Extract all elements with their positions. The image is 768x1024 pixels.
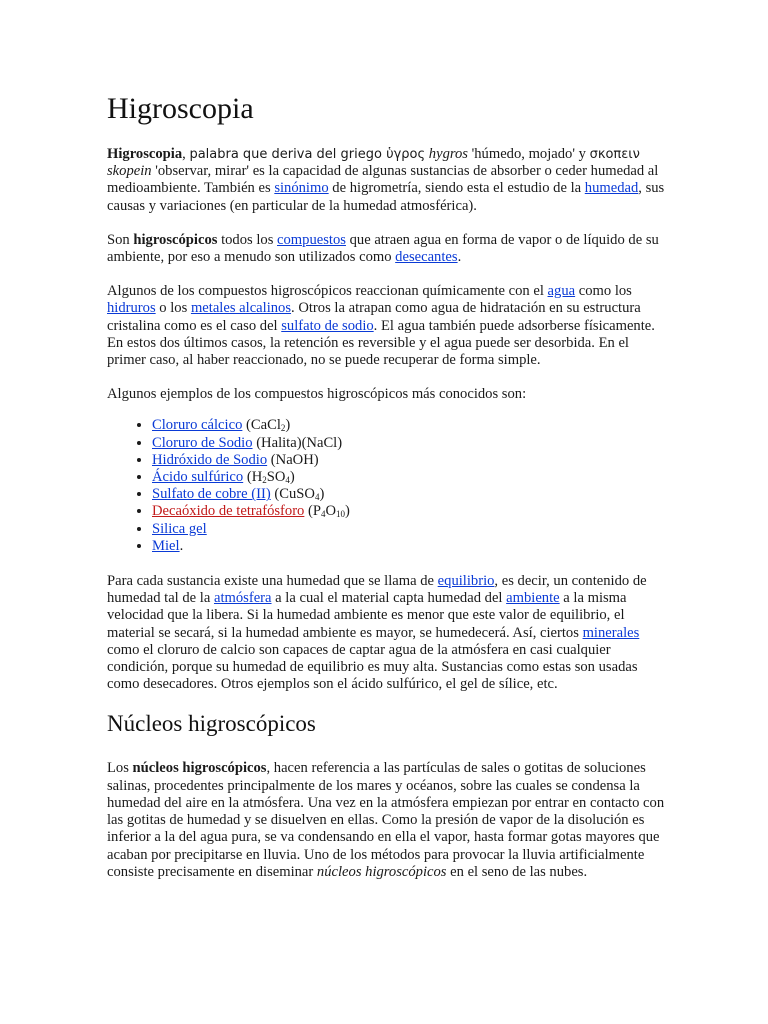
link-miel[interactable]: Miel xyxy=(152,537,180,554)
link-desecantes[interactable]: desecantes xyxy=(395,249,458,266)
list-item: • Cloruro cálcico (CaCl$_2$) xyxy=(152,417,668,434)
paragraph-equilibrio: Para cada sustancia existe una humedad que se llama de equilibrio, es decir, un contenido de humedad tal de la atmósfera a la cual el material capta humedad del ambiente a la misma velocidad que la libera. Si la humedad ambiente es menor que este valor de equilibrio, el material se secará, si la humedad ambiente es mayor, se humedecerá. Así, ciertos minerales como el cloruro de calcio son capaces de captar agua de la atmósfera en casi cualquier condición, porque su humedad de equilibrio es muy alta. Sustancias como estas son usadas como desecadores. Otros ejemplos son el ácido sulfúrico, el gel de sílice, etc. xyxy=(107,573,647,693)
page-title: Higroscopia xyxy=(107,92,254,125)
nucleos-italic: núcleos higroscópicos xyxy=(316,863,447,880)
link-agua[interactable]: agua xyxy=(547,283,576,300)
skopein-italic: skopein xyxy=(107,163,152,180)
link-equilibrio[interactable]: equilibrio xyxy=(437,573,495,590)
term-bold: Higroscopia xyxy=(107,146,183,162)
list-item xyxy=(152,521,668,538)
link-silica-gel[interactable]: Silica gel xyxy=(152,520,207,537)
link-cloruro-calcico[interactable]: Cloruro cálcico xyxy=(152,417,243,434)
link-sulfato-de-cobre[interactable]: Sulfato de cobre (II) xyxy=(152,486,271,503)
link-cloruro-de-sodio[interactable]: Cloruro de Sodio xyxy=(152,434,253,451)
higroscopicos-bold: higroscópicos xyxy=(133,231,218,248)
link-metales-alcalinos[interactable]: metales alcalinos xyxy=(190,300,292,317)
link-compuestos[interactable]: compuestos xyxy=(277,231,346,248)
list-item: • Sulfato de cobre (II) (CuSO$_4$) xyxy=(152,486,668,503)
list-item: • Ácido sulfúrico $(H_2SO_4)$ xyxy=(152,469,668,486)
paragraph-higroscopicos: Son higroscópicos todos los compuestos que atraen agua en forma de vapor o de líquido de su ambiente, por eso a menudo son utilizados como desecantes. xyxy=(107,231,659,266)
paragraph-reacciones: Algunos de los compuestos higroscópicos reaccionan químicamente con el agua como los hidruros o los metales alcalinos. Otros la atrapan como agua de hidratación en su estructura cristalina como es el caso del sulfato de sodio. El agua también puede adsorberse físicamente. En estos dos últimos casos, la retención es reversible y el agua puede ser desorbida. En el primer caso, al haber reaccionado, no se puede recuperar de forma simple. xyxy=(107,283,655,369)
link-acido-sulfurico[interactable]: Ácido sulfúrico xyxy=(152,469,244,486)
link-sulfato-de-sodio[interactable]: sulfato de sodio xyxy=(281,317,374,334)
examples-list xyxy=(107,417,668,555)
list-item: • Decaóxido de tetrafósforo $(P_4O_{10})$ xyxy=(152,503,668,520)
paragraph-nucleos: Los núcleos higroscópicos, hacen referencia a las partículas de sales o gotitas de soluciones salinas, procedentes principalmente de los mares y océanos, sobre las cuales se condensa la humedad del aire en la atmósfera. Una vez en la atmósfera empiezan por entrar en contacto con las gotitas de humedad y se disuelven en ellas. Como la presión de vapor de la disolución es inferior a la del agua pura, se va condensando en ella el vapor, hasta formar gotas mayores que acaban por precipitarse en lluvia. Uno de los métodos para provocar la lluvia artificialmente consiste precisamente en diseminar núcleos higroscópicos en el seno de las nubes. xyxy=(107,760,665,880)
paragraph-ejemplos-intro: Algunos ejemplos de los compuestos higroscópicos más conocidos son: xyxy=(107,386,527,403)
list-item: • Hidróxido de Sodio (NaOH) xyxy=(152,452,668,469)
link-atmosfera[interactable]: atmósfera xyxy=(213,590,272,607)
link-humedad[interactable]: humedad xyxy=(584,180,639,197)
hygros-italic: hygros xyxy=(428,146,468,162)
link-sinonimo[interactable]: sinónimo xyxy=(274,180,329,197)
greek-skopein: σκοπειν xyxy=(589,147,640,162)
nucleos-bold: núcleos higroscópicos xyxy=(132,760,267,777)
link-hidruros[interactable]: hidruros xyxy=(107,300,156,317)
link-decaoxido-de-tetrafosforo[interactable]: Decaóxido de tetrafósforo xyxy=(152,503,305,520)
greek-phrase: palabra que deriva del griego ὑγρος xyxy=(189,147,426,162)
link-ambiente[interactable]: ambiente xyxy=(506,590,560,607)
section-heading-nucleos: Núcleos higroscópicos xyxy=(107,711,316,737)
link-hidroxido-de-sodio[interactable]: Hidróxido de Sodio xyxy=(152,451,268,468)
intro-paragraph: Higroscopia, palabra que deriva del griego ὑγρος hygros 'húmedo, mojado' y σκοπειν skopein 'observar, mirar' es la capacidad de algunas sustancias de absorber o ceder humedad al medioambiente. También es sinónimo de higrometría, siendo esta el estudio de la humedad, sus causas y variaciones (en particular de la humedad atmosférica). xyxy=(107,146,665,214)
list-item: • Miel. xyxy=(152,538,668,555)
link-minerales[interactable]: minerales xyxy=(582,624,640,641)
list-item: • Cloruro de Sodio (Halita)(NaCl) xyxy=(152,435,668,452)
